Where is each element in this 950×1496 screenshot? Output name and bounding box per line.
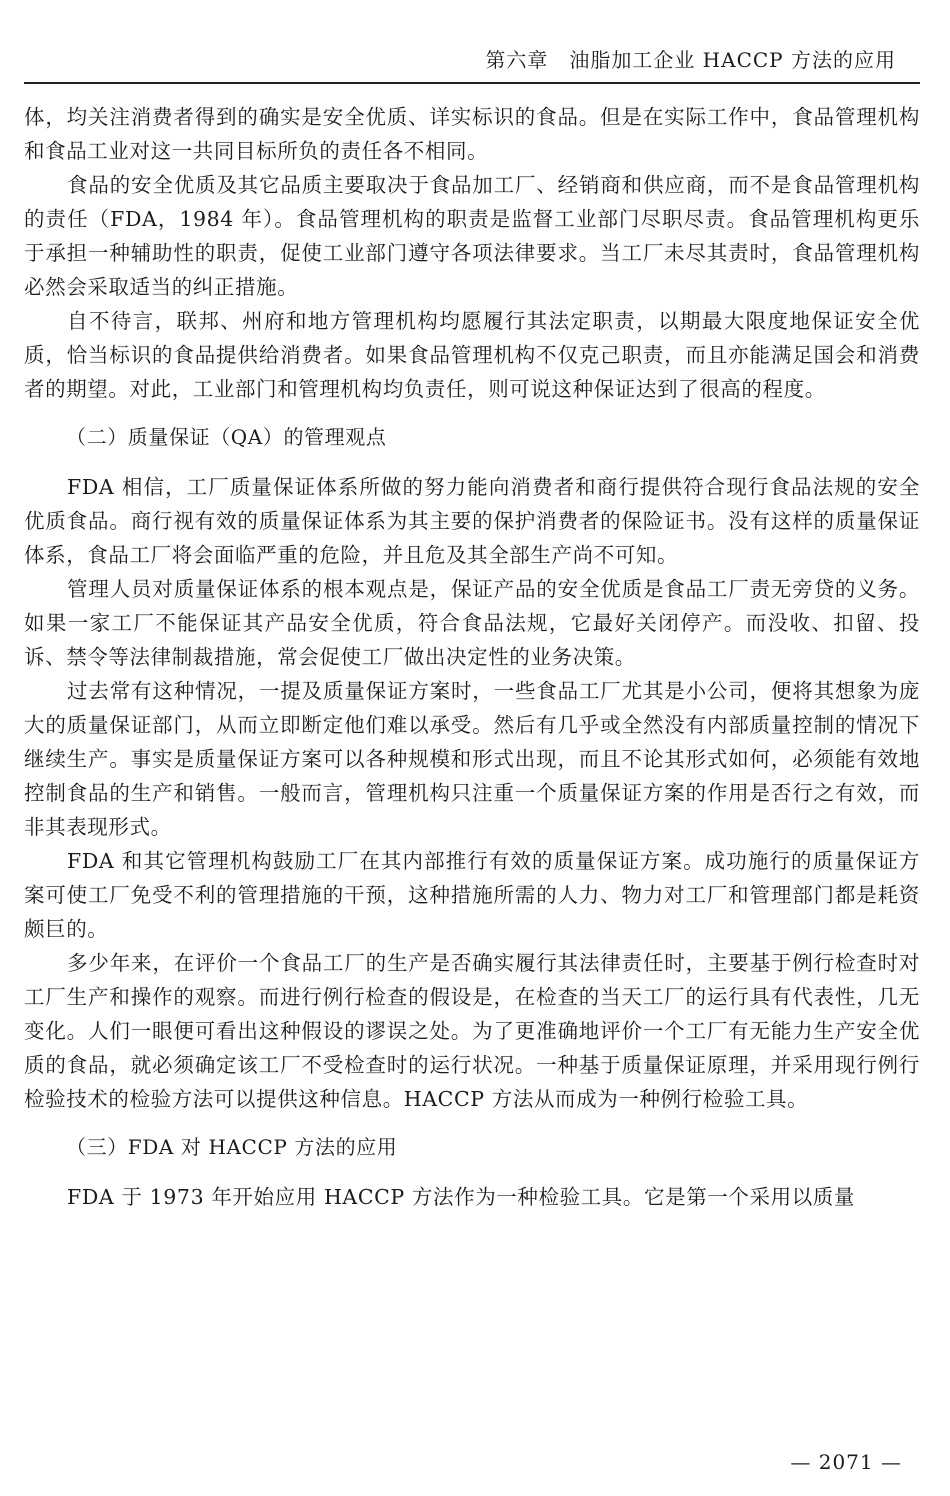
section-heading-qa: （二）质量保证（QA）的管理观点 bbox=[66, 425, 387, 449]
paragraph: 管理人员对质量保证体系的根本观点是，保证产品的安全优质是食品工厂责无旁贷的义务。如果一家工厂不能保证其产品安全优质，符合食品法规，它最好关闭停产。而没收、扣留、投诉、禁令等法律制裁措施，常会促使工厂做出决定性的业务决策。 bbox=[24, 577, 920, 669]
paragraph: FDA 于 1973 年开始应用 HACCP 方法作为一种检验工具。它是第一个采用以质量 bbox=[67, 1185, 856, 1209]
page-number: — 2071 — bbox=[790, 1450, 902, 1474]
paragraph: 自不待言，联邦、州府和地方管理机构均愿履行其法定职责，以期最大限度地保证安全优质，恰当标识的食品提供给消费者。如果食品管理机构不仅克己职责，而且亦能满足国会和消费者的期望。对此，工业部门和管理机构均负责任，则可说这种保证达到了很高的程度。 bbox=[24, 309, 920, 401]
paragraph: 过去常有这种情况，一提及质量保证方案时，一些食品工厂尤其是小公司，便将其想象为庞大的质量保证部门，从而立即断定他们难以承受。然后有几乎或全然没有内部质量控制的情况下继续生产。事实是质量保证方案可以各种规模和形式出现，而且不论其形式如何，必须能有效地控制食品的生产和销售。一般而言，管理机构只注重一个质量保证方案的作用是否行之有效，而非其表现形式。 bbox=[24, 679, 920, 839]
paragraph-continued: 体，均关注消费者得到的确实是安全优质、详实标识的食品。但是在实际工作中，食品管理机构和食品工业对这一共同目标所负的责任各不相同。 bbox=[24, 105, 920, 163]
paragraph: 多少年来，在评价一个食品工厂的生产是否确实履行其法律责任时，主要基于例行检查时对工厂生产和操作的观察。而进行例行检查的假设是，在检查的当天工厂的运行具有代表性，几无变化。人们一眼便可看出这种假设的谬误之处。为了更准确地评价一个工厂有无能力生产安全优质的食品，就必须确定该工厂不受检查时的运行状况。一种基于质量保证原理，并采用现行例行检验技术的检验方法可以提供这种信息。HACCP 方法从而成为一种例行检验工具。 bbox=[24, 951, 920, 1111]
section-heading-haccp: （三）FDA 对 HACCP 方法的应用 bbox=[66, 1135, 398, 1159]
paragraph: 食品的安全优质及其它品质主要取决于食品加工厂、经销商和供应商，而不是食品管理机构的责任（FDA，1984 年）。食品管理机构的职责是监督工业部门尽职尽责。食品管理机构更乐于承担一种辅助性的职责，促使工业部门遵守各项法律要求。当工厂未尽其责时，食品管理机构必然会采取适当的纠正措施。 bbox=[24, 173, 920, 299]
chapter-title: 第六章 油脂加工企业 HACCP 方法的应用 bbox=[485, 48, 896, 72]
paragraph: FDA 和其它管理机构鼓励工厂在其内部推行有效的质量保证方案。成功施行的质量保证方案可使工厂免受不利的管理措施的干预，这种措施所需的人力、物力对工厂和管理部门都是耗资颇巨的。 bbox=[24, 849, 920, 941]
paragraph: FDA 相信，工厂质量保证体系所做的努力能向消费者和商行提供符合现行食品法规的安全优质食品。商行视有效的质量保证体系为其主要的保护消费者的保险证书。没有这样的质量保证体系，食品工厂将会面临严重的危险，并且危及其全部生产尚不可知。 bbox=[24, 475, 920, 567]
running-header bbox=[24, 30, 920, 84]
page-body bbox=[24, 100, 920, 1214]
